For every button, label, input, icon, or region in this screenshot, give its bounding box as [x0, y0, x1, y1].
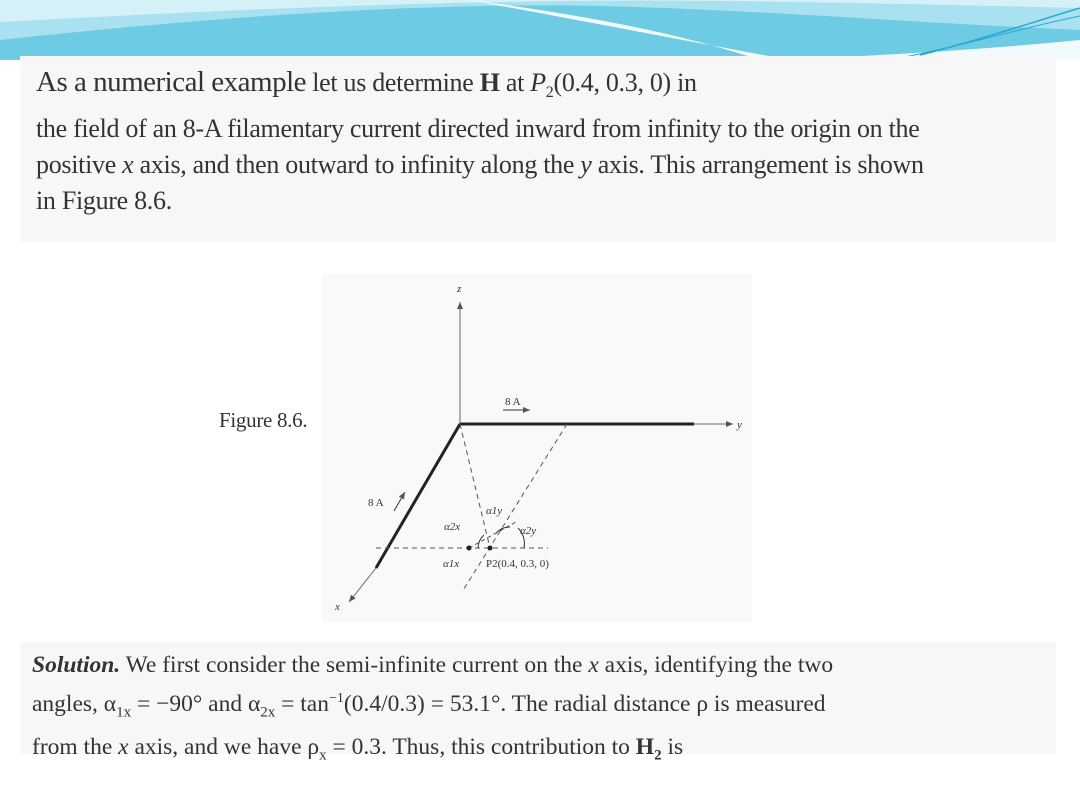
intro-lead: As a numerical example	[36, 66, 307, 98]
solution-l2b: = −90° and α	[131, 690, 261, 717]
filament-x	[376, 424, 460, 568]
solution-x: x	[588, 652, 599, 678]
symbol-x: x	[122, 150, 134, 180]
intro-line-2: the field of an 8-A filamentary current directed inward from infinity to the origin on the	[36, 114, 920, 144]
solution-l3d: is	[661, 733, 684, 760]
x-axis-label: x	[335, 601, 340, 613]
solution-sup: −1	[328, 691, 344, 706]
intro-line3-mid: axis, and then outward to infinity along the	[133, 150, 581, 180]
solution-paragraph	[32, 648, 1052, 772]
symbol-P: P	[530, 68, 546, 97]
intro-line-4: in Figure 8.6.	[36, 186, 172, 216]
figure-caption: Figure 8.6.	[219, 408, 308, 432]
solution-l3a: from the	[32, 733, 119, 760]
dash-point-to-xfoot	[469, 522, 516, 548]
solution-line-1	[32, 648, 1052, 682]
z-axis-label: z	[457, 283, 462, 295]
y-axis-label: y	[737, 419, 742, 431]
point-x-foot	[467, 546, 472, 551]
solution-sub2x: 2x	[260, 704, 276, 721]
symbol-H: H	[479, 68, 500, 97]
alpha-1x-label: α1x	[443, 558, 460, 570]
x-axis	[349, 568, 376, 602]
solution-l1b: axis, identifying the two	[598, 652, 834, 678]
solution-l2c: = tan	[275, 690, 329, 717]
solution-x2: x	[118, 733, 129, 760]
solution-l1a: We first consider the semi-infinite current on the	[120, 652, 589, 678]
point-P2	[488, 546, 493, 551]
solution-l2d: (0.4/0.3) = 53.1°. The radial distance ρ is measured	[343, 690, 826, 717]
alpha-2y-label: α2y	[520, 525, 537, 537]
alpha-1y-label: α1y	[486, 505, 503, 517]
solution-l2a: angles, α	[32, 690, 117, 717]
angle-arc-2x	[478, 535, 484, 548]
solution-l3c: = 0.3. Thus, this contribution to	[326, 733, 636, 760]
solution-H2-sub: 2	[654, 747, 662, 764]
solution-subx: x	[319, 747, 327, 764]
intro-point: (0.4, 0.3, 0) in	[553, 68, 697, 97]
symbol-P-sub: 2	[545, 84, 554, 102]
dash-origin-to-point	[460, 424, 490, 548]
solution-line-3	[32, 730, 1052, 773]
solution-sub1x: 1x	[116, 704, 132, 721]
current-label-top: 8 A	[505, 396, 521, 408]
intro-at: at	[499, 68, 531, 97]
intro-line3-post: axis. This arrangement is shown	[591, 150, 924, 180]
intro-line3-pre: positive	[36, 150, 123, 180]
solution-line-2	[32, 682, 1052, 730]
solution-H2: H	[635, 733, 655, 760]
current-label-left: 8 A	[368, 497, 384, 509]
current-arrow-left	[394, 492, 405, 511]
symbol-y: y	[580, 150, 592, 180]
solution-l3b: axis, and we have ρ	[128, 733, 320, 760]
point-P2-label: P2(0.4, 0.3, 0)	[486, 558, 549, 570]
angle-arc-1y	[496, 527, 510, 533]
intro-line1-text: let us determine	[306, 68, 480, 97]
solution-label: Solution.	[32, 652, 121, 678]
alpha-2x-label: α2x	[444, 521, 461, 533]
